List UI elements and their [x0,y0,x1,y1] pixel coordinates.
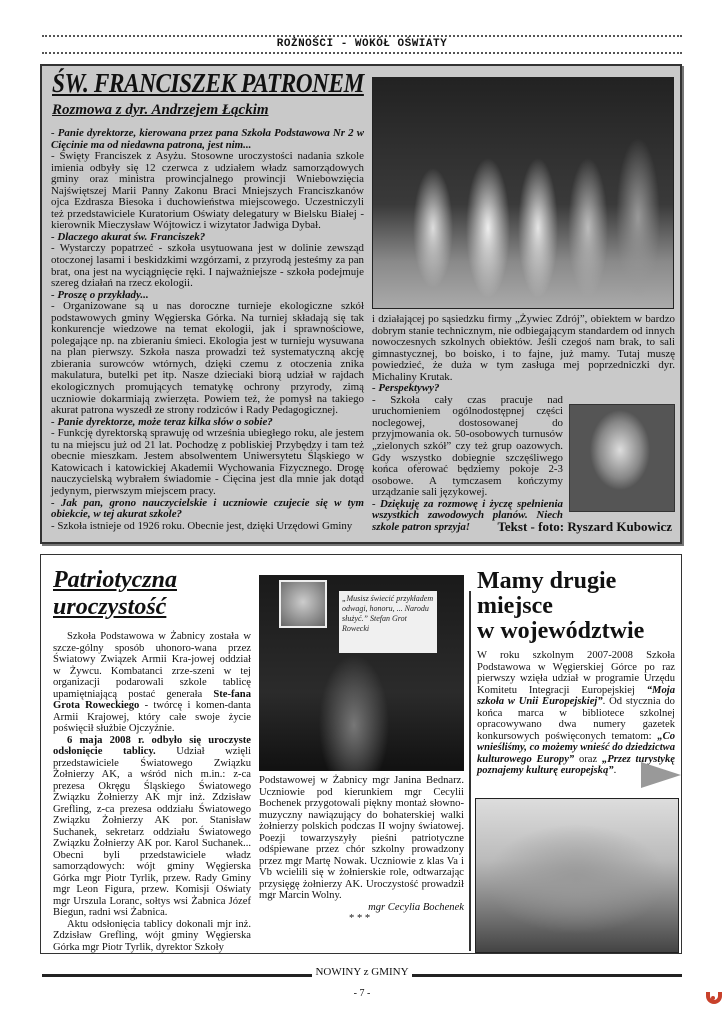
saint-francis-portrait [569,404,675,512]
paragraph [53,735,251,919]
article-franciszek [40,64,682,544]
column-divider [469,591,471,951]
photo-banner: „Musisz świecić przykładem odwagi, honoru, ... Narodu służyć.” Stefan Grot Rowecki [339,591,437,653]
topic-1: „Co wnieśliśmy, co możemy wnieść do dziedzictwa kulturowego Europy” [477,730,675,765]
text: . Od stycznia do końca marca w bibliotece szkolnej opracowywano dwa numery gazetek konkursowych poświęconych tematom: [477,696,675,742]
group-photo [372,77,674,309]
paragraph: - Dlaczego akurat św. Franciszek? [51,230,206,243]
text: . [613,765,617,776]
article-column-right [372,314,675,533]
paragraph: - Panie dyrektorze, kierowana przez pana Szkoła Podstawowa Nr 2 w Cięcinie ma od niedawna patrona, jest nim... [51,127,364,151]
article-subtitle: Rozmowa z dyr. Andrzejem Łąckim [52,102,269,118]
text: Udział wzięli przedstawiciele Światowego Związku Żołnierzy AK, a wśród nich m.in.: z-ca prezesa Okręgu Śląskiego Światowego Związku Żołnierzy AK mjr inż. Zdzisław Grefling, z-ca prezesa oddziału Światowego Związku Żołnierzy AK por. Stanisław Suchanek, sekretarz oddziału Światowego Związku Żołnierzy AK por. Karol Suchanek... Obecni byli przedstawiciele władz samorządowych: wójt gminy Węgierska Górka mgr Piotr Tyrlik, przew. Rady Gminy mgr Leon Figura, przew. Komisji Oświaty mgr Urszula Loranc, sołtys wsi Żabnica Józef Biegun, radni wsi Żabnica. [53,746,252,918]
section-title: ROŻNOŚCI - WOKÓŁ OŚWIATY [276,38,448,50]
article-column [53,631,251,953]
paragraph: - Proszę o przykłady... [51,288,149,301]
text: - twórcę i komen-danta Armii Krajowej, który całe swoje życie poświęcił służbie Ojczyźnie. [53,700,251,734]
page-number: - 7 - [353,988,371,999]
program-name: “Moja szkoła w Unii Europejskiej” [477,684,675,707]
title-line: Mamy drugie [477,568,617,594]
bold-text: 6 maja 2008 r. odbyło się uroczyste odsłonięcie tablicy. [53,734,251,757]
title-line: miejsce [477,593,553,619]
arrow-icon [641,762,681,788]
article-box-bottom [40,554,682,954]
topic-2: „Przez turystykę poznajemy kulturę europejską” [477,753,675,776]
ceremony-photo [259,575,464,771]
paragraph: i działającej po sąsiedzku firmy „Żywiec Zdrój”, obiektem w bardzo dobrym stanie technicznym, nie odbiegającym standardem od innych nowoczesnych szkolnych obiektów. Jeśli czegoś nam brak, to sali gimnastycznej, bo boisko, i to fajne, już mamy. Tutaj muszę powiedzieć, że duża w tym zasługa mej poprzedniczki dyr. Michaliny Krutak. [372,313,675,383]
paragraph: - Święty Franciszek z Asyżu. Stosowne uroczystości nadania szkole imienia odbyły się 12 czerwca z udziałem władz samorządowych gminy oraz ministra prowincjalnego prowincji Wniebowzięcia Najświętszej Marii Panny Zakonu Braci Mniejszych Franciszkanów ojca Ezdrasza Biesoka i duchowieństwa miejscowego. Uczestniczyli też przedstawiciele Kuratorium Oświaty delegatury w Bielsku Białej - kierownik Mieczysław Wójtowicz i wizytator Jadwiga Dybał. [51,150,364,232]
header-rule-top [42,35,682,37]
title-line: w województwie [477,618,645,644]
footer-publication [0,966,724,978]
paragraph: Podstawowej w Żabnicy mgr Janina Bednarz. Uczniowie pod kierunkiem mgr Cecylii Bochenek przygotowali piękny montaż słowno-muzyczny nawiązujący do bohaterskiej walki żołnierzy polskich podczas II wojny światowej. Poezji towarzyszyły pieśni patriotyczne odśpiewane przez chór szkolny prowadzony przez mgr Martę Nowak. Uczniowie z klas Va i Vb wcielili się w żołnierskie role, odtwarzając przysięgę żołnierzy AK. Uroczystość prowadził mgr Marcin Wolny. [259,775,464,901]
text: W roku szkolnym 2007-2008 Szkoła Podstawowa w Węgierskiej Górce po raz pierwszy wzięła udział w programie Urzędu Komitetu Integracji Europejskiej [477,650,675,696]
paragraph: - Wystarczy popatrzeć - szkoła usytuowana jest w dolinie zewsząd otoczonej lasami i beskidzkimi wzgórzami, z przyrodą jesteśmy za pan brat, ona jest na wyciągnięcie ręki. I najważniejsze - szkoła podejmuje szereg działań na rzecz ekologii. [51,242,364,290]
paragraph: - Jak pan, grono nauczycielskie i uczniowie czujecie się w tym obiekcie, w tej akurat szkole? [51,496,364,521]
paragraph: Aktu odsłonięcia tablicy dokonali mjr inż. Zdzisław Grefling, wójt gminy Węgierska Górka mgr Piotr Tyrlik, dyrektor Szkoły [53,918,251,953]
separator-stars: * * * [349,913,371,924]
paragraph: - Panie dyrektorze, może teraz kilka słów o sobie? [51,415,273,428]
bold-text: Ste-fana Grota Roweckiego [53,688,251,711]
header-rule-bottom [42,52,682,54]
article-body [477,650,675,777]
text: Szkoła Podstawowa w Żabnicy została w szcze-gólny sposób uhonoro-wana przez Światowy Związek Armii Kra-jowej oddział w Żywcu. Kombatanci zrze-szeni w tej organizacji podarowali szkole tablicę upamiętniającą postać generała [53,631,251,700]
paragraph [53,631,251,735]
article-title-second-place [477,569,644,644]
paragraph: - Organizowane są u nas doroczne turnieje ekologiczne szkół podstawowych gminy Węgierska Górka. Na turniej składają się tak konkurencje wiedzowe na temat ekologii, jak i sprawnościowe, polegające np. na zbieraniu śmieci. Ekologia jest w turnieju wysuwana na plan pierwszy. Szkoła nasza prowadzi też systematyczną akcję zbierania surowców wtórnych, dzięki czemu z otoczenia znika makulatura, butelki pet itp. Nasze dzieciaki biorą udział w rajdach ekologicznych promujących tematykę ochrony przyrody, zimą uczniowie dokarmiają zwierzęta. Powiem też, że pomysł na takiego akurat patrona wyszedł ze strony rodziców i Rady Pedagogicznej. [51,300,364,417]
paragraph: - Dziękuję za rozmowę i życzę spełnienia wszystkich zawodowych planów. Niech szkole patron sprzyja! [372,497,563,533]
paragraph: - Funkcję dyrektorską sprawuję od września ubiegłego roku, ale jestem tu na miejscu już od 21 lat. Pochodzę z pobliskiej Przybędzy i tam też obecnie mieszkam. Jestem absolwentem Uniwersytetu Śląskiego w Katowicach i katowickiej Akademii Wychowania Fizycznego. Drogę nauczycielską wybrałem świadomie - Cięcina jest dla mnie jak dotąd jedynym, pierwszym miejscem pracy. [51,427,364,497]
article-title-patriotic [53,567,177,621]
photo-credit: Tekst - foto: Ryszard Kubowicz [497,519,672,534]
paragraph: - Szkoła cały czas pracuje nad uruchomieniem ogólnodostępnej części noclegowej, dostosowanej do przyjmowania ok. 50-osobowych turnusów „zielonych szkół” czy też grup oazowych. Gdy wszystko dobiegnie szczęśliwego końca oferować będziemy pokoje 2-3 osobowe. A tymczasem kończymy urządzanie sali językowej. [372,393,563,499]
article-column-middle [259,775,464,925]
text: oraz [574,753,602,765]
paragraph: - Perspektywy? [372,382,440,395]
author-signature: mgr Cecylia Bochenek [368,901,464,913]
general-portrait [279,580,327,628]
article-column-left [51,128,364,532]
logo-dot [711,996,715,1000]
article-title: ŚW. FRANCISZEK PATRONEM [52,68,364,98]
paragraph: - Szkoła istnieje od 1926 roku. Obecnie jest, dzięki Urzędowi Gminy [51,519,353,532]
title-line: uroczystość [53,594,167,620]
title-line: Patriotyczna [53,567,177,593]
publication-name: NOWINY z GMINY [312,966,411,978]
students-photo [475,798,679,953]
